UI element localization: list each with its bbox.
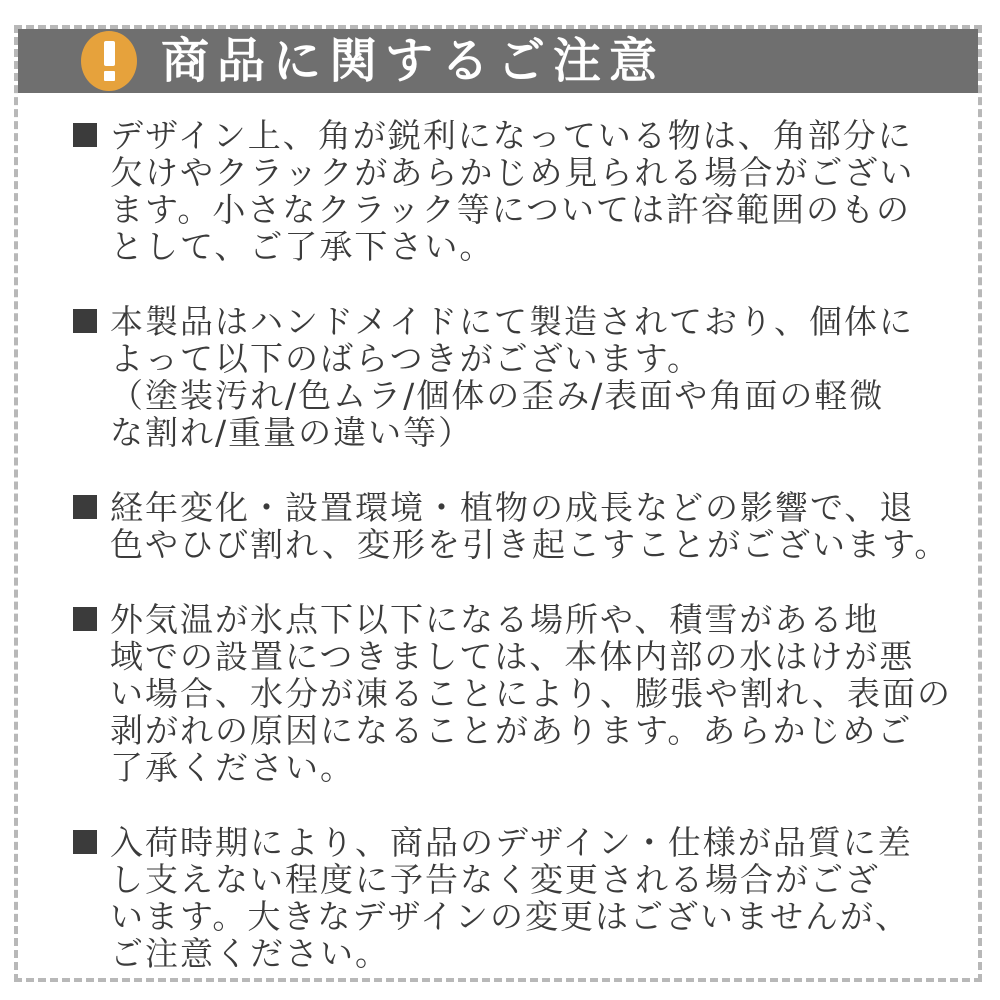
square-bullet-icon: [73, 123, 97, 147]
notice-text: [110, 601, 952, 786]
notice-line: います。大きなデザインの変更はございませんが、: [110, 897, 911, 936]
notice-item-spec-changes: [73, 824, 938, 972]
notice-line: い場合、水分が凍ることにより、膨張や割れ、表面の: [110, 674, 952, 713]
notice-line: な割れ/重量の違い等）: [110, 413, 474, 452]
notice-line: （塗装汚れ/色ムラ/個体の歪み/表面や角面の軽微: [110, 376, 885, 415]
page-title: 商品に関するご注意: [161, 33, 666, 89]
notice-item-freezing-damage: [73, 600, 952, 787]
notice-text: [110, 489, 949, 563]
notice-item-handmade-variation: [73, 303, 938, 451]
notice-line: 経年変化・設置環境・植物の成長などの影響で、退: [110, 488, 915, 527]
exclamation-bar: [104, 41, 115, 66]
notice-text: [110, 303, 914, 451]
notice-line: 欠けやクラックがあらかじめ見られる場合がござい: [110, 153, 915, 192]
notice-box: [14, 25, 982, 982]
exclamation-icon: [81, 31, 137, 91]
notice-line: ます。小さなクラック等については許容範囲のもの: [110, 190, 912, 229]
notice-line: し支えない程度に予告なく変更される場合がござ: [110, 860, 880, 899]
square-bullet-icon: [73, 830, 97, 854]
notice-line: 色やひび割れ、変形を引き起こすことがございます。: [110, 525, 950, 564]
notice-item-aging-environment: [73, 488, 950, 564]
square-bullet-icon: [73, 495, 97, 519]
notice-line: 了承ください。: [110, 748, 355, 787]
notice-line: 剥がれの原因になることがあります。あらかじめご: [110, 711, 913, 750]
square-bullet-icon: [73, 607, 97, 631]
notice-item-design-cracks: [73, 117, 938, 265]
notice-line: よって以下のばらつきがございます。: [110, 339, 703, 378]
notice-text: [110, 824, 913, 972]
notice-line: ご注意ください。: [110, 934, 390, 973]
notice-line: として、ご了承下さい。: [110, 227, 495, 266]
notice-text: [110, 117, 914, 265]
header-bar: [18, 29, 978, 93]
notice-line: 本製品はハンドメイドにて製造されており、個体に: [110, 302, 915, 341]
notice-line: 入荷時期により、商品のデザイン・仕様が品質に差: [110, 823, 913, 862]
exclamation-dot: [104, 71, 115, 81]
notice-line: 外気温が氷点下以下になる場所や、積雪がある地: [110, 600, 880, 639]
notice-line: デザイン上、角が鋭利になっている物は、角部分に: [110, 116, 913, 155]
notice-line: 域での設置につきましては、本体内部の水はけが悪: [110, 637, 915, 676]
square-bullet-icon: [73, 309, 97, 333]
notice-list: [18, 93, 978, 972]
